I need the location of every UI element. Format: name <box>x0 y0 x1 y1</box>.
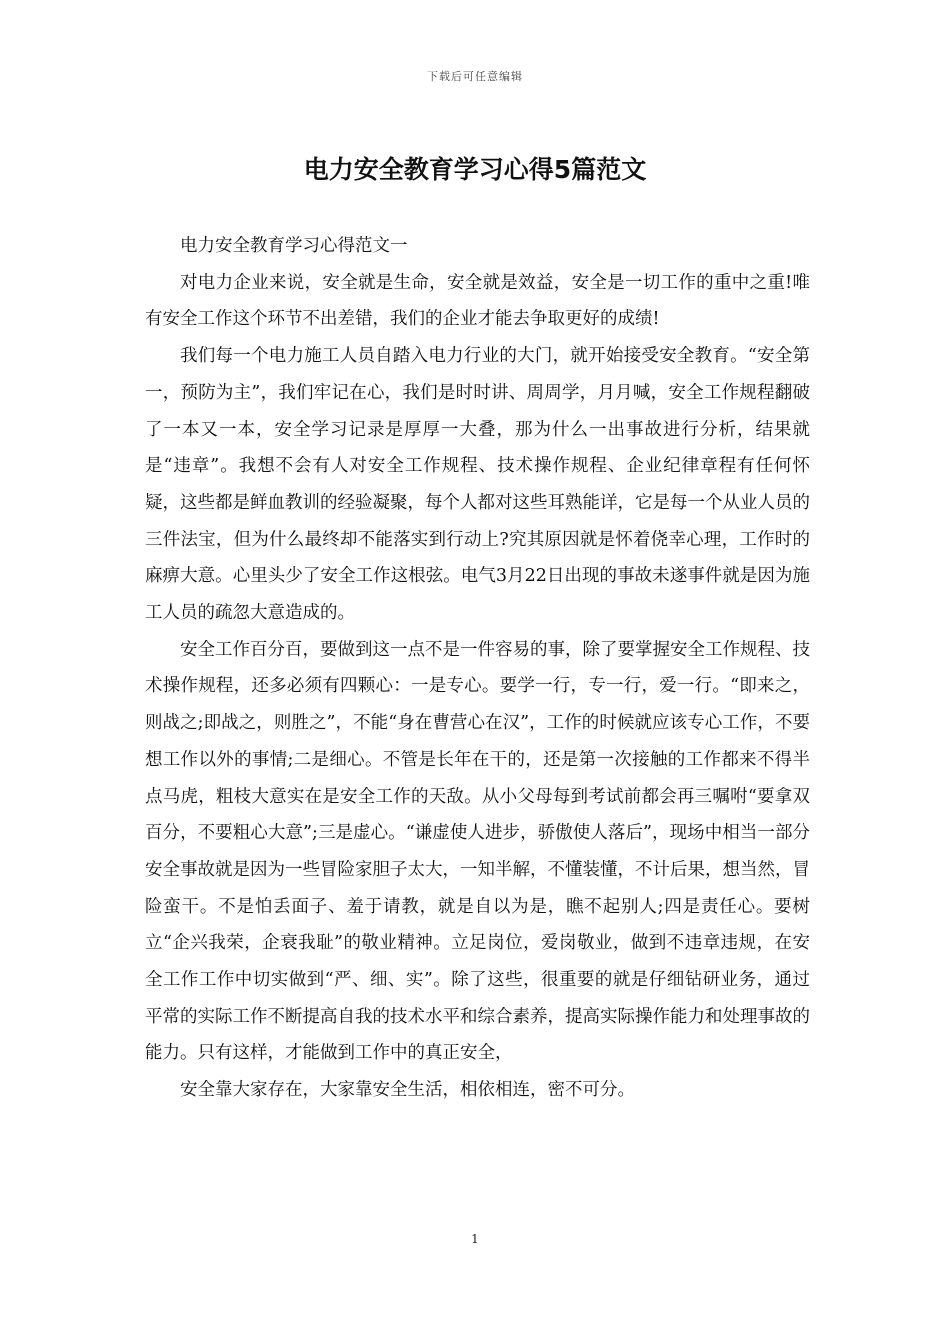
document-body <box>145 228 810 1109</box>
paragraph: 我们每一个电力施工人员自踏入电力行业的大门，就开始接受安全教育。“安全第一，预防为主”，我们牢记在心，我们是时时讲、周周学，月月喊，安全工作规程翻破了一本又一本，安全学习记录是厚厚一大叠，那为什么一出事故进行分析，结果就是“违章”。我想不会有人对安全工作规程、技术操作规程、企业纪律章程有任何怀疑，这些都是鲜血教训的经验凝聚，每个人都对这些耳熟能详，它是每一个从业人员的三件法宝，但为什么最终却不能落实到行动上?究其原因就是怀着侥幸心理，工作时的麻痹大意。心里头少了安全工作这根弦。电气3月22日出现的事故未遂事件就是因为施工人员的疏忽大意造成的。 <box>145 346 810 624</box>
page-header-note: 下载后可任意编辑 <box>427 70 523 83</box>
paragraph: 对电力企业来说，安全就是生命，安全就是效益，安全是一切工作的重中之重!唯有安全工作这个环节不出差错，我们的企业才能去争取更好的成绩! <box>145 272 810 330</box>
document-title: 电力安全教育学习心得5篇范文 <box>303 155 647 184</box>
section-heading: 电力安全教育学习心得范文一 <box>180 236 408 256</box>
page-number: 1 <box>471 1232 479 1246</box>
paragraph: 安全工作百分百，要做到这一点不是一件容易的事，除了要掌握安全工作规程、技术操作规程，还多必须有四颗心：一是专心。要学一行，专一行，爱一行。“即来之，则战之;即战之，则胜之”，不能“身在曹营心在汉”，工作的时候就应该专心工作，不要想工作以外的事情;二是细心。不管是长年在干的，还是第一次接触的工作都来不得半点马虎，粗枝大意实在是安全工作的天敌。从小父母每到考试前都会再三嘱咐“要拿双百分，不要粗心大意”;三是虚心。“谦虚使人进步，骄傲使人落后”，现场中相当一部分安全事故就是因为一些冒险家胆子太大，一知半解，不懂装懂，不计后果，想当然，冒险蛮干。不是怕丢面子、羞于请教，就是自以为是，瞧不起别人;四是责任心。要树立“企兴我荣，企衰我耻”的敬业精神。立足岗位，爱岗敬业，做到不违章违规，在安全工作工作中切实做到“严、细、实”。除了这些，很重要的就是仔细钻研业务，通过平常的实际工作不断提高自我的技术水平和综合素养，提高实际操作能力和处理事故的能力。只有这样，才能做到工作中的真正安全， <box>145 639 810 1064</box>
paragraph: 安全靠大家存在，大家靠安全生活，相依相连，密不可分。 <box>180 1080 635 1101</box>
